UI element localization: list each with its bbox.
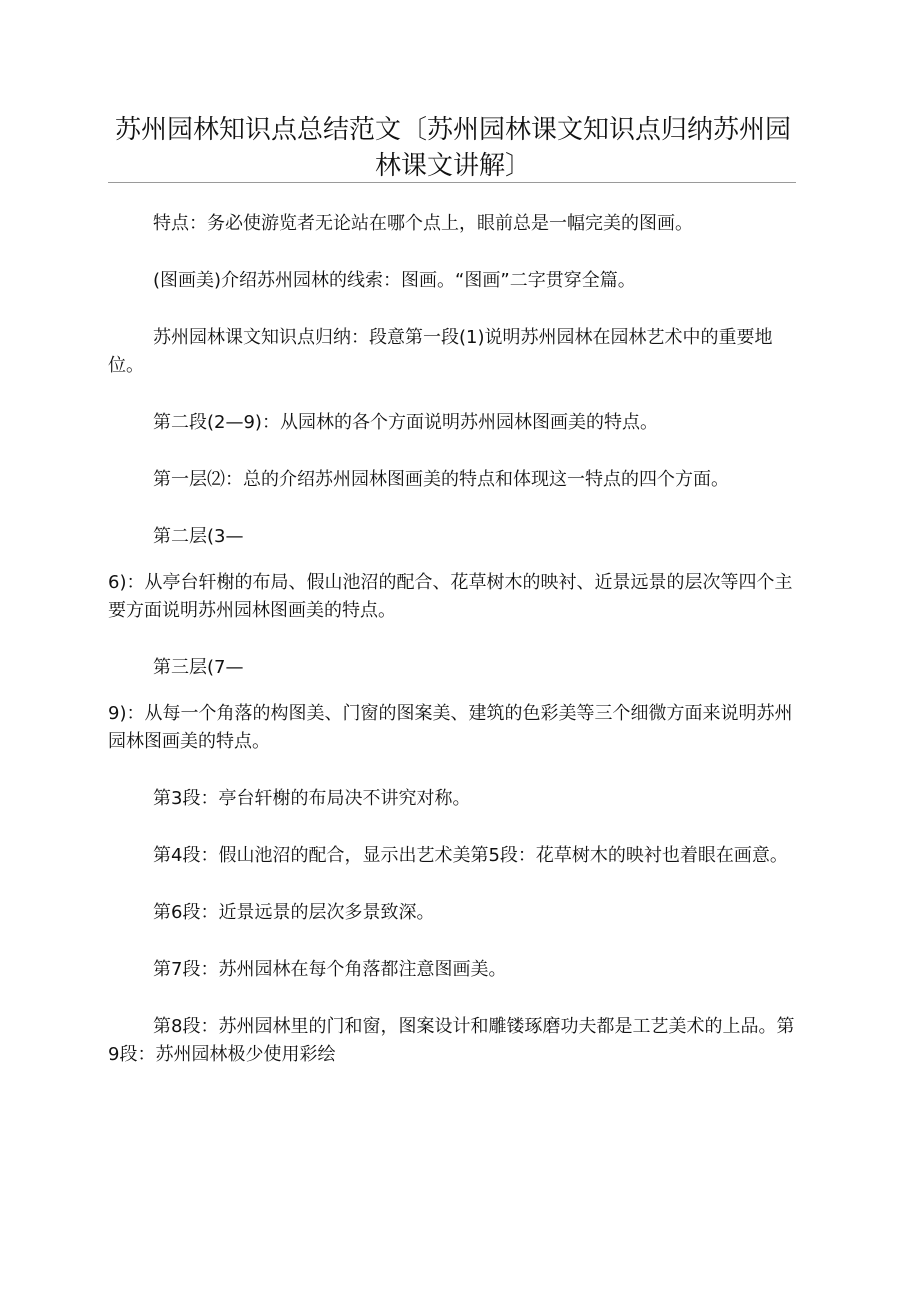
paragraph-section-3: 第3段：亭台轩榭的布局决不讲究对称。 (153, 788, 471, 809)
document-body (108, 210, 798, 1098)
paragraph-layer-one: 第一层⑵：总的介绍苏州园林图画美的特点和体现这一特点的四个方面。 (153, 469, 729, 490)
title-divider (108, 182, 796, 183)
paragraph-layer-three-body: 9)：从每一个角落的构图美、门窗的图案美、建筑的色彩美等三个细微方面来说明苏州园林图画美的特点。 (108, 703, 793, 752)
paragraph-layer-three-heading: 第三层(7— (153, 657, 244, 678)
paragraph-section-8-9: 第8段：苏州园林里的门和窗，图案设计和雕镂琢磨功夫都是工艺美术的上品。第9段：苏州园林极少使用彩绘 (108, 1016, 795, 1065)
paragraph-section-6: 第6段：近景远景的层次多景致深。 (153, 902, 435, 923)
document-title: 苏州园林知识点总结范文〔苏州园林课文知识点归纳苏州园林课文讲解〕 (114, 115, 791, 181)
paragraph-clue: (图画美)介绍苏州园林的线索：图画。“图画”二字贯穿全篇。 (153, 270, 636, 291)
paragraph-summary: 苏州园林课文知识点归纳：段意第一段(1)说明苏州园林在园林艺术中的重要地位。 (108, 327, 773, 376)
paragraph-section-two: 第二段(2—9)：从园林的各个方面说明苏州园林图画美的特点。 (153, 412, 658, 433)
paragraph-features: 特点：务必使游览者无论站在哪个点上，眼前总是一幅完美的图画。 (153, 213, 693, 234)
paragraph-section-4-5: 第4段：假山池沼的配合，显示出艺术美第5段：花草树木的映衬也着眼在画意。 (153, 845, 788, 866)
paragraph-layer-two-body: 6)：从亭台轩榭的布局、假山池沼的配合、花草树木的映衬、近景远景的层次等四个主要方面说明苏州园林图画美的特点。 (108, 572, 793, 621)
paragraph-layer-two-heading: 第二层(3— (153, 526, 244, 547)
paragraph-section-7: 第7段：苏州园林在每个角落都注意图画美。 (153, 959, 507, 980)
